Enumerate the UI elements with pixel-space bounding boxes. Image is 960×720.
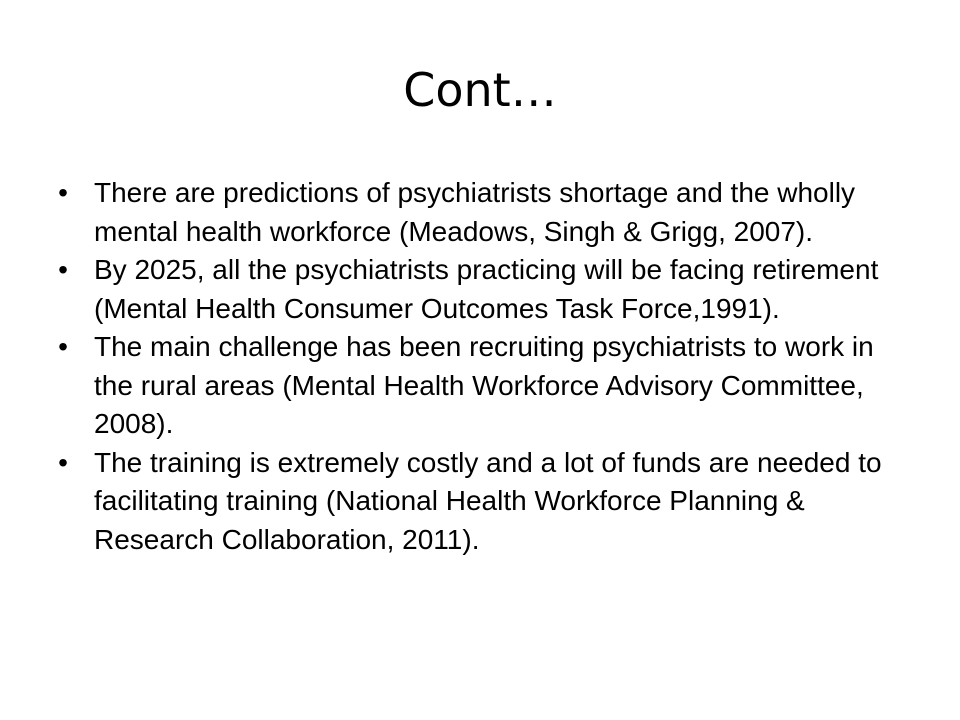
- bullet-text: There are predictions of psychiatrists shortage and the wholly mental health workforce (Meadows, Singh & Grigg, 2007).: [94, 177, 856, 247]
- bullet-icon: •: [58, 331, 68, 362]
- bullet-icon: •: [58, 254, 68, 285]
- bullet-text: The main challenge has been recruiting psychiatrists to work in the rural areas (Mental Health Workforce Advisory Committee, 2008).: [94, 331, 874, 439]
- bullet-item: [56, 328, 906, 444]
- bullet-list: [56, 174, 906, 559]
- bullet-text: By 2025, all the psychiatrists practicing will be facing retirement (Mental Health Consumer Outcomes Task Force,1991).: [94, 254, 879, 324]
- bullet-item: [56, 444, 906, 560]
- bullet-item: [56, 174, 906, 251]
- slide-title: Cont…: [403, 63, 557, 117]
- bullet-text: The training is extremely costly and a lot of funds are needed to facilitating training (National Health Workforce Planning & Research Collaboration, 2011).: [94, 446, 882, 555]
- bullet-item: [56, 251, 906, 328]
- bullet-icon: •: [58, 446, 68, 478]
- bullet-icon: •: [58, 177, 68, 208]
